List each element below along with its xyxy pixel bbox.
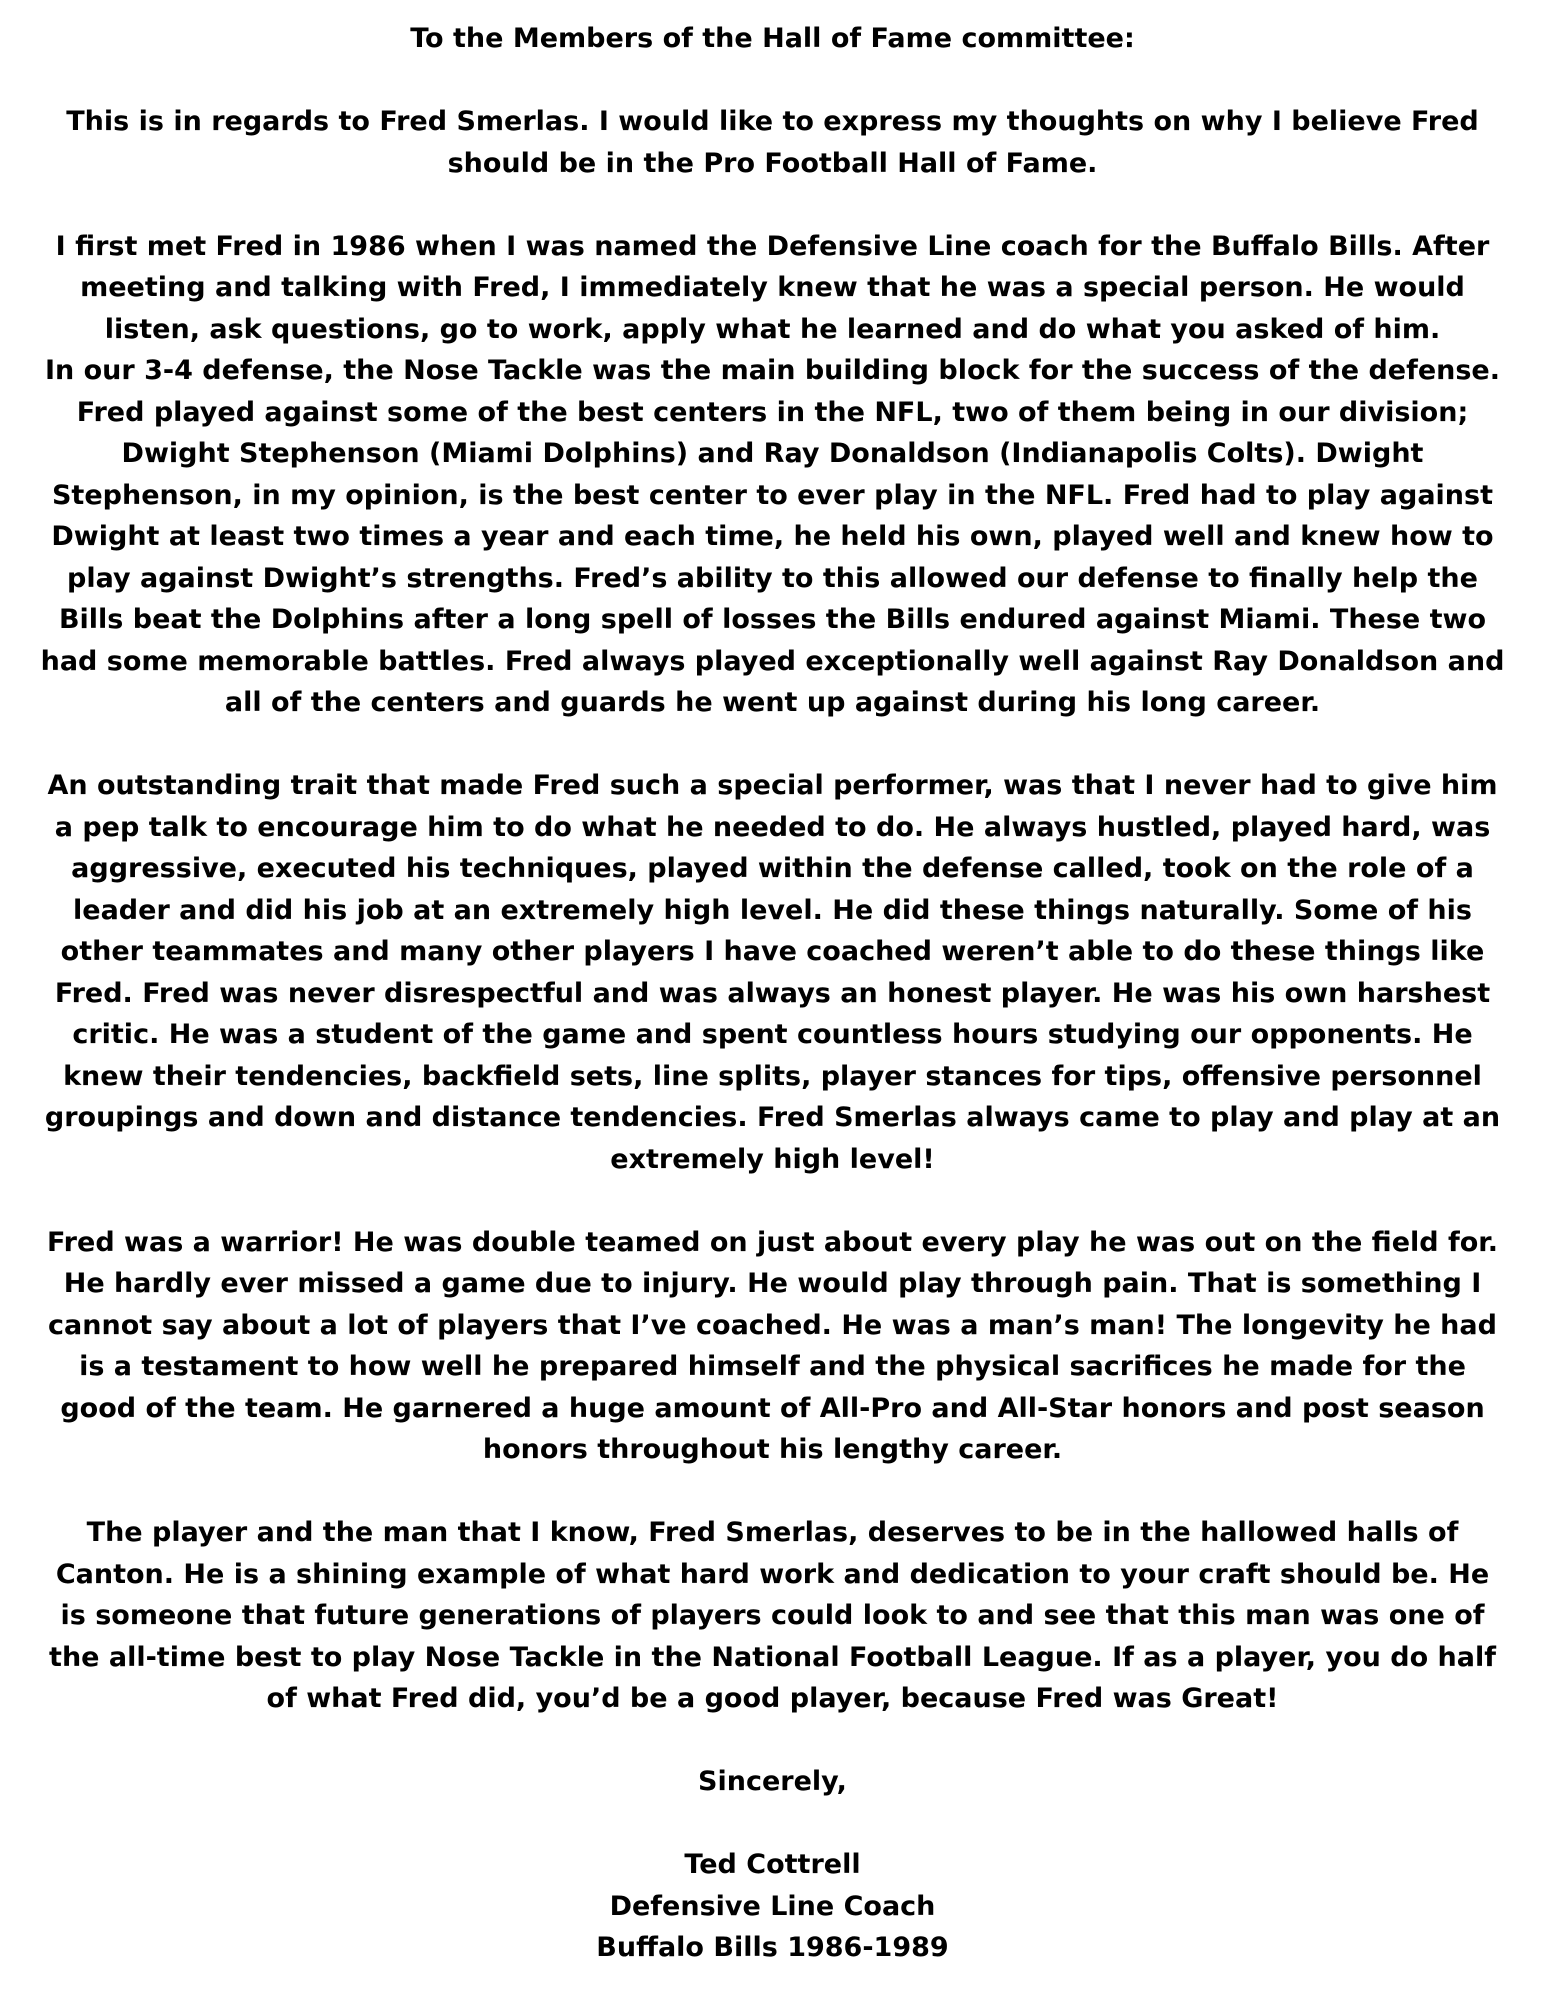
- signature-team: Buffalo Bills 1986-1989: [596, 1932, 949, 1963]
- letter-paragraph-conclusion: The player and the man that I know, Fred Smerlas, deserves to be in the hallowed halls of Canton. He is a shining example of what hard work and dedication to your craft should be. He is someone that future generations of players could look to and see that this man was one of the all-time best to play Nose Tackle in the National Football League. If as a player, you do half of what Fred did, you’d be a good player, because Fred was Great!: [49, 1517, 1496, 1714]
- letter-page: [0, 18, 1545, 1969]
- letter-salutation: To the Members of the Hall of Fame committee:: [410, 23, 1135, 54]
- letter-paragraph-traits: An outstanding trait that made Fred such a special performer, was that I never had to give him a pep talk to encourage him to do what he needed to do. He always hustled, played hard, was aggressive, executed his techniques, played within the defense called, took on the role of a leader and did his job at an extremely high level. He did these things naturally. Some of his other teammates and many other players I have coached weren’t able to do these things like Fred. Fred was never disrespectful and was always an honest player. He was his own harshest critic. He was a student of the game and spent countless hours studying our opponents. He knew their tendencies, backfield sets, line splits, player stances for tips, offensive personnel groupings and down and distance tendencies. Fred Smerlas always came to play and play at an extremely high level!: [44, 770, 1501, 1175]
- signature-title: Defensive Line Coach: [609, 1890, 936, 1922]
- letter-paragraph-first-met: I first met Fred in 1986 when I was named the Defensive Line coach for the Buffalo Bills. After meeting and talking with Fred, I immediately knew that he was a special person. He would listen, ask questions, go to work, apply what he learned and do what you asked of him.: [55, 230, 1490, 345]
- signature-name: Ted Cottrell: [684, 1849, 861, 1880]
- letter-closing: Sincerely,: [698, 1766, 847, 1797]
- letter-paragraph-defense: In our 3-4 defense, the Nose Tackle was the main building block for the success of the defense. Fred played against some of the best centers in the NFL, two of them being in our division; Dwight Stephenson (Miami Dolphins) and Ray Donaldson (Indianapolis Colts). Dwight Stephenson, in my opinion, is the best center to ever play in the NFL. Fred had to play against Dwight at least two times a year and each time, he held his own, played well and knew how to play against Dwight’s strengths. Fred’s ability to this allowed our defense to finally help the Bills beat the Dolphins after a long spell of losses the Bills endured against Miami. These two had some memorable battles. Fred always played exceptionally well against Ray Donaldson and all of the centers and guards he went up against during his long career.: [40, 355, 1505, 718]
- letter-paragraph-warrior: Fred was a warrior! He was double teamed on just about every play he was out on the field for. He hardly ever missed a game due to injury. He would play through pain. That is something I cannot say about a lot of players that I’ve coached. He was a man’s man! The longevity he had is a testament to how well he prepared himself and the physical sacrifices he made for the good of the team. He garnered a huge amount of All-Pro and All-Star honors and post season honors throughout his lengthy career.: [46, 1226, 1499, 1465]
- signature-block: [40, 1844, 1505, 1969]
- letter-paragraph-intro: This is in regards to Fred Smerlas. I would like to express my thoughts on why I believe Fred should be in the Pro Football Hall of Fame.: [66, 106, 1479, 179]
